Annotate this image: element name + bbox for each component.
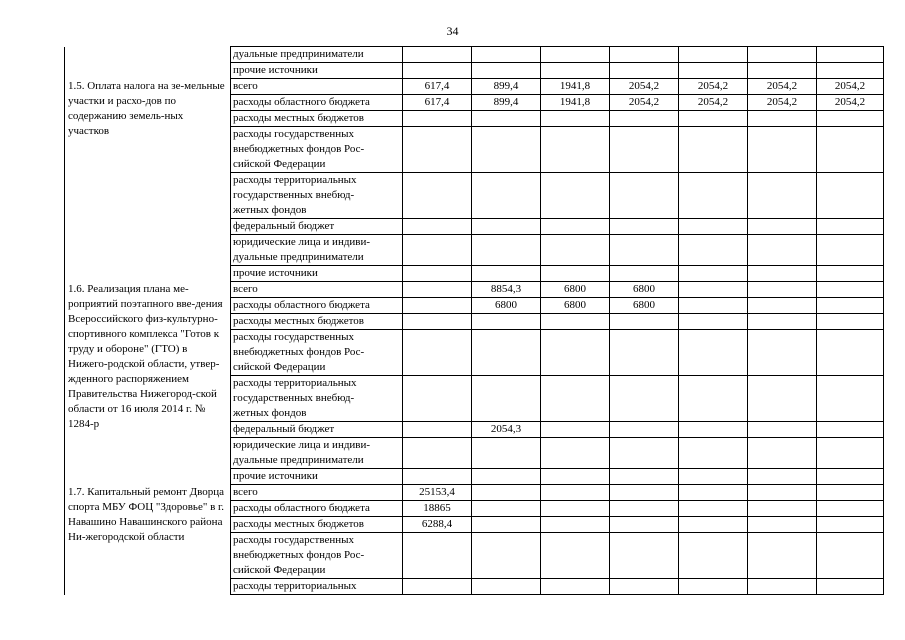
source-label-line: юридические лица и индиви- <box>233 236 371 248</box>
value-cell: 8854,3 <box>472 282 541 298</box>
source-label: расходы местных бюджетов <box>231 111 403 127</box>
value-cell <box>679 111 748 127</box>
value-cell: 18865 <box>403 501 472 517</box>
value-cell <box>679 376 748 422</box>
value-cell <box>817 173 884 219</box>
value-cell <box>472 330 541 376</box>
value-cell <box>817 517 884 533</box>
row-description <box>65 47 231 79</box>
source-label <box>231 533 403 579</box>
value-cell <box>679 438 748 469</box>
source-label-line: государственных внебюд- <box>233 392 355 404</box>
value-cell <box>748 422 817 438</box>
source-label-line: сийской Федерации <box>233 158 326 170</box>
value-cell <box>472 47 541 63</box>
value-cell: 2054,2 <box>610 95 679 111</box>
value-cell <box>748 47 817 63</box>
source-label: прочие источники <box>231 266 403 282</box>
value-cell <box>610 314 679 330</box>
source-label: расходы территориальных <box>231 579 403 595</box>
value-cell <box>472 314 541 330</box>
value-cell <box>541 469 610 485</box>
value-cell <box>679 485 748 501</box>
value-cell <box>403 111 472 127</box>
value-cell <box>610 533 679 579</box>
source-label-line: государственных внебюд- <box>233 189 355 201</box>
value-cell <box>610 111 679 127</box>
value-cell <box>403 298 472 314</box>
value-cell <box>679 235 748 266</box>
value-cell: 2054,2 <box>817 95 884 111</box>
value-cell <box>748 485 817 501</box>
value-cell: 6800 <box>610 298 679 314</box>
value-cell: 1941,8 <box>541 95 610 111</box>
value-cell: 2054,2 <box>748 79 817 95</box>
value-cell <box>610 422 679 438</box>
source-label: расходы областного бюджета <box>231 501 403 517</box>
value-cell <box>403 266 472 282</box>
value-cell <box>679 501 748 517</box>
source-label-line: расходы государственных <box>233 331 355 343</box>
source-label-line: внебюджетных фондов Рос- <box>233 346 365 358</box>
row-description: 1.5. Оплата налога на зе-мельные участки и расхо-дов по содержанию земель-ных участков <box>65 79 231 282</box>
value-cell <box>679 282 748 298</box>
value-cell <box>817 533 884 579</box>
value-cell <box>403 47 472 63</box>
value-cell: 2054,2 <box>610 79 679 95</box>
value-cell <box>472 579 541 595</box>
value-cell <box>610 469 679 485</box>
value-cell <box>679 173 748 219</box>
value-cell: 6800 <box>472 298 541 314</box>
source-label-line: жетных фондов <box>233 407 307 419</box>
value-cell <box>679 330 748 376</box>
budget-table-body <box>65 47 884 595</box>
page-number: 34 <box>446 24 459 38</box>
value-cell <box>748 501 817 517</box>
value-cell <box>748 438 817 469</box>
value-cell <box>472 63 541 79</box>
source-label: прочие источники <box>231 469 403 485</box>
value-cell: 1941,8 <box>541 79 610 95</box>
value-cell <box>748 533 817 579</box>
value-cell <box>541 63 610 79</box>
source-label: федеральный бюджет <box>231 422 403 438</box>
source-label: расходы областного бюджета <box>231 95 403 111</box>
value-cell <box>817 298 884 314</box>
table-row <box>65 282 884 298</box>
source-label: дуальные предприниматели <box>231 47 403 63</box>
value-cell <box>610 330 679 376</box>
value-cell: 2054,2 <box>817 79 884 95</box>
value-cell <box>541 517 610 533</box>
value-cell <box>817 219 884 235</box>
value-cell <box>541 219 610 235</box>
value-cell <box>610 63 679 79</box>
value-cell <box>748 127 817 173</box>
value-cell <box>472 438 541 469</box>
value-cell <box>472 469 541 485</box>
value-cell <box>610 235 679 266</box>
value-cell: 899,4 <box>472 95 541 111</box>
value-cell <box>748 469 817 485</box>
source-label: расходы местных бюджетов <box>231 517 403 533</box>
value-cell <box>679 266 748 282</box>
value-cell <box>610 219 679 235</box>
value-cell <box>679 579 748 595</box>
value-cell <box>748 111 817 127</box>
value-cell <box>817 422 884 438</box>
value-cell <box>679 314 748 330</box>
source-label-line: дуальные предприниматели <box>233 454 364 466</box>
value-cell <box>472 266 541 282</box>
value-cell <box>679 422 748 438</box>
value-cell <box>610 47 679 63</box>
value-cell: 6800 <box>610 282 679 298</box>
value-cell <box>748 235 817 266</box>
value-cell <box>541 235 610 266</box>
value-cell <box>472 235 541 266</box>
value-cell <box>817 282 884 298</box>
source-label-line: сийской Федерации <box>233 361 326 373</box>
value-cell <box>679 533 748 579</box>
value-cell <box>403 314 472 330</box>
value-cell <box>403 63 472 79</box>
value-cell: 6800 <box>541 282 610 298</box>
value-cell <box>472 127 541 173</box>
value-cell <box>817 266 884 282</box>
table-row <box>65 79 884 95</box>
value-cell <box>679 298 748 314</box>
source-label: прочие источники <box>231 63 403 79</box>
value-cell <box>403 173 472 219</box>
source-label-line: сийской Федерации <box>233 564 326 576</box>
value-cell <box>748 219 817 235</box>
value-cell <box>403 422 472 438</box>
source-label <box>231 235 403 266</box>
value-cell <box>817 330 884 376</box>
table-row <box>65 47 884 63</box>
value-cell <box>610 173 679 219</box>
value-cell <box>817 111 884 127</box>
value-cell <box>403 579 472 595</box>
value-cell <box>679 63 748 79</box>
value-cell <box>403 469 472 485</box>
source-label-line: внебюджетных фондов Рос- <box>233 549 365 561</box>
value-cell <box>472 533 541 579</box>
value-cell <box>748 298 817 314</box>
source-label-line: дуальные предприниматели <box>233 251 364 263</box>
value-cell <box>541 501 610 517</box>
source-label <box>231 438 403 469</box>
source-label: всего <box>231 282 403 298</box>
value-cell <box>541 127 610 173</box>
value-cell <box>472 111 541 127</box>
table-row <box>65 485 884 501</box>
value-cell <box>472 376 541 422</box>
value-cell <box>817 235 884 266</box>
row-description: 1.7. Капитальный ремонт Дворца спорта МБУ ФОЦ "Здоровье" в г. Навашино Навашинского района Ни-жегородской области <box>65 485 231 595</box>
value-cell <box>541 314 610 330</box>
value-cell: 6288,4 <box>403 517 472 533</box>
source-label <box>231 127 403 173</box>
value-cell <box>403 282 472 298</box>
value-cell <box>610 579 679 595</box>
value-cell <box>472 219 541 235</box>
value-cell <box>679 127 748 173</box>
value-cell <box>817 127 884 173</box>
value-cell <box>403 330 472 376</box>
value-cell <box>403 235 472 266</box>
value-cell <box>610 438 679 469</box>
value-cell <box>541 330 610 376</box>
value-cell <box>541 111 610 127</box>
source-label-line: расходы территориальных <box>233 377 357 389</box>
value-cell <box>748 173 817 219</box>
source-label-line: внебюджетных фондов Рос- <box>233 143 365 155</box>
value-cell <box>541 485 610 501</box>
source-label: расходы местных бюджетов <box>231 314 403 330</box>
value-cell <box>679 469 748 485</box>
value-cell <box>748 314 817 330</box>
value-cell <box>610 517 679 533</box>
value-cell <box>610 501 679 517</box>
value-cell <box>610 376 679 422</box>
source-label: всего <box>231 79 403 95</box>
value-cell <box>679 219 748 235</box>
value-cell <box>541 422 610 438</box>
value-cell <box>541 47 610 63</box>
value-cell <box>817 469 884 485</box>
value-cell <box>748 376 817 422</box>
value-cell <box>748 579 817 595</box>
value-cell <box>817 438 884 469</box>
value-cell <box>403 376 472 422</box>
value-cell <box>817 47 884 63</box>
value-cell: 25153,4 <box>403 485 472 501</box>
value-cell <box>817 314 884 330</box>
source-label-line: жетных фондов <box>233 204 307 216</box>
value-cell <box>403 438 472 469</box>
value-cell <box>403 127 472 173</box>
source-label <box>231 173 403 219</box>
value-cell <box>403 533 472 579</box>
value-cell <box>679 517 748 533</box>
value-cell <box>748 282 817 298</box>
value-cell: 6800 <box>541 298 610 314</box>
source-label-line: расходы территориальных <box>233 174 357 186</box>
source-label-line: расходы государственных <box>233 128 355 140</box>
source-label-line: расходы государственных <box>233 534 355 546</box>
value-cell <box>748 63 817 79</box>
value-cell <box>610 127 679 173</box>
source-label <box>231 330 403 376</box>
value-cell <box>817 63 884 79</box>
value-cell <box>748 266 817 282</box>
value-cell <box>817 501 884 517</box>
value-cell <box>817 485 884 501</box>
value-cell <box>541 173 610 219</box>
source-label: всего <box>231 485 403 501</box>
source-label: федеральный бюджет <box>231 219 403 235</box>
value-cell: 2054,3 <box>472 422 541 438</box>
value-cell <box>817 579 884 595</box>
value-cell: 617,4 <box>403 79 472 95</box>
value-cell <box>472 517 541 533</box>
value-cell <box>610 266 679 282</box>
value-cell <box>541 376 610 422</box>
value-cell: 617,4 <box>403 95 472 111</box>
value-cell <box>472 173 541 219</box>
value-cell <box>679 47 748 63</box>
value-cell <box>748 517 817 533</box>
row-description: 1.6. Реализация плана ме-роприятий поэтапного вве-дения Всероссийского физ-культурно-спортивного комплекса "Готов к труду и обороне" (ГТО) в Нижего-родской области, утвер-жденного распоряжением Правительства Нижегород-ской области от 16 июля 2014 г. № 1284-р <box>65 282 231 485</box>
source-label <box>231 376 403 422</box>
value-cell: 899,4 <box>472 79 541 95</box>
value-cell <box>472 485 541 501</box>
value-cell <box>541 266 610 282</box>
value-cell <box>472 501 541 517</box>
value-cell <box>541 438 610 469</box>
value-cell <box>541 533 610 579</box>
value-cell <box>817 376 884 422</box>
value-cell <box>541 579 610 595</box>
value-cell: 2054,2 <box>679 79 748 95</box>
source-label-line: юридические лица и индиви- <box>233 439 371 451</box>
value-cell <box>610 485 679 501</box>
source-label: расходы областного бюджета <box>231 298 403 314</box>
value-cell: 2054,2 <box>748 95 817 111</box>
budget-table <box>64 46 884 595</box>
value-cell <box>403 219 472 235</box>
value-cell <box>748 330 817 376</box>
value-cell: 2054,2 <box>679 95 748 111</box>
